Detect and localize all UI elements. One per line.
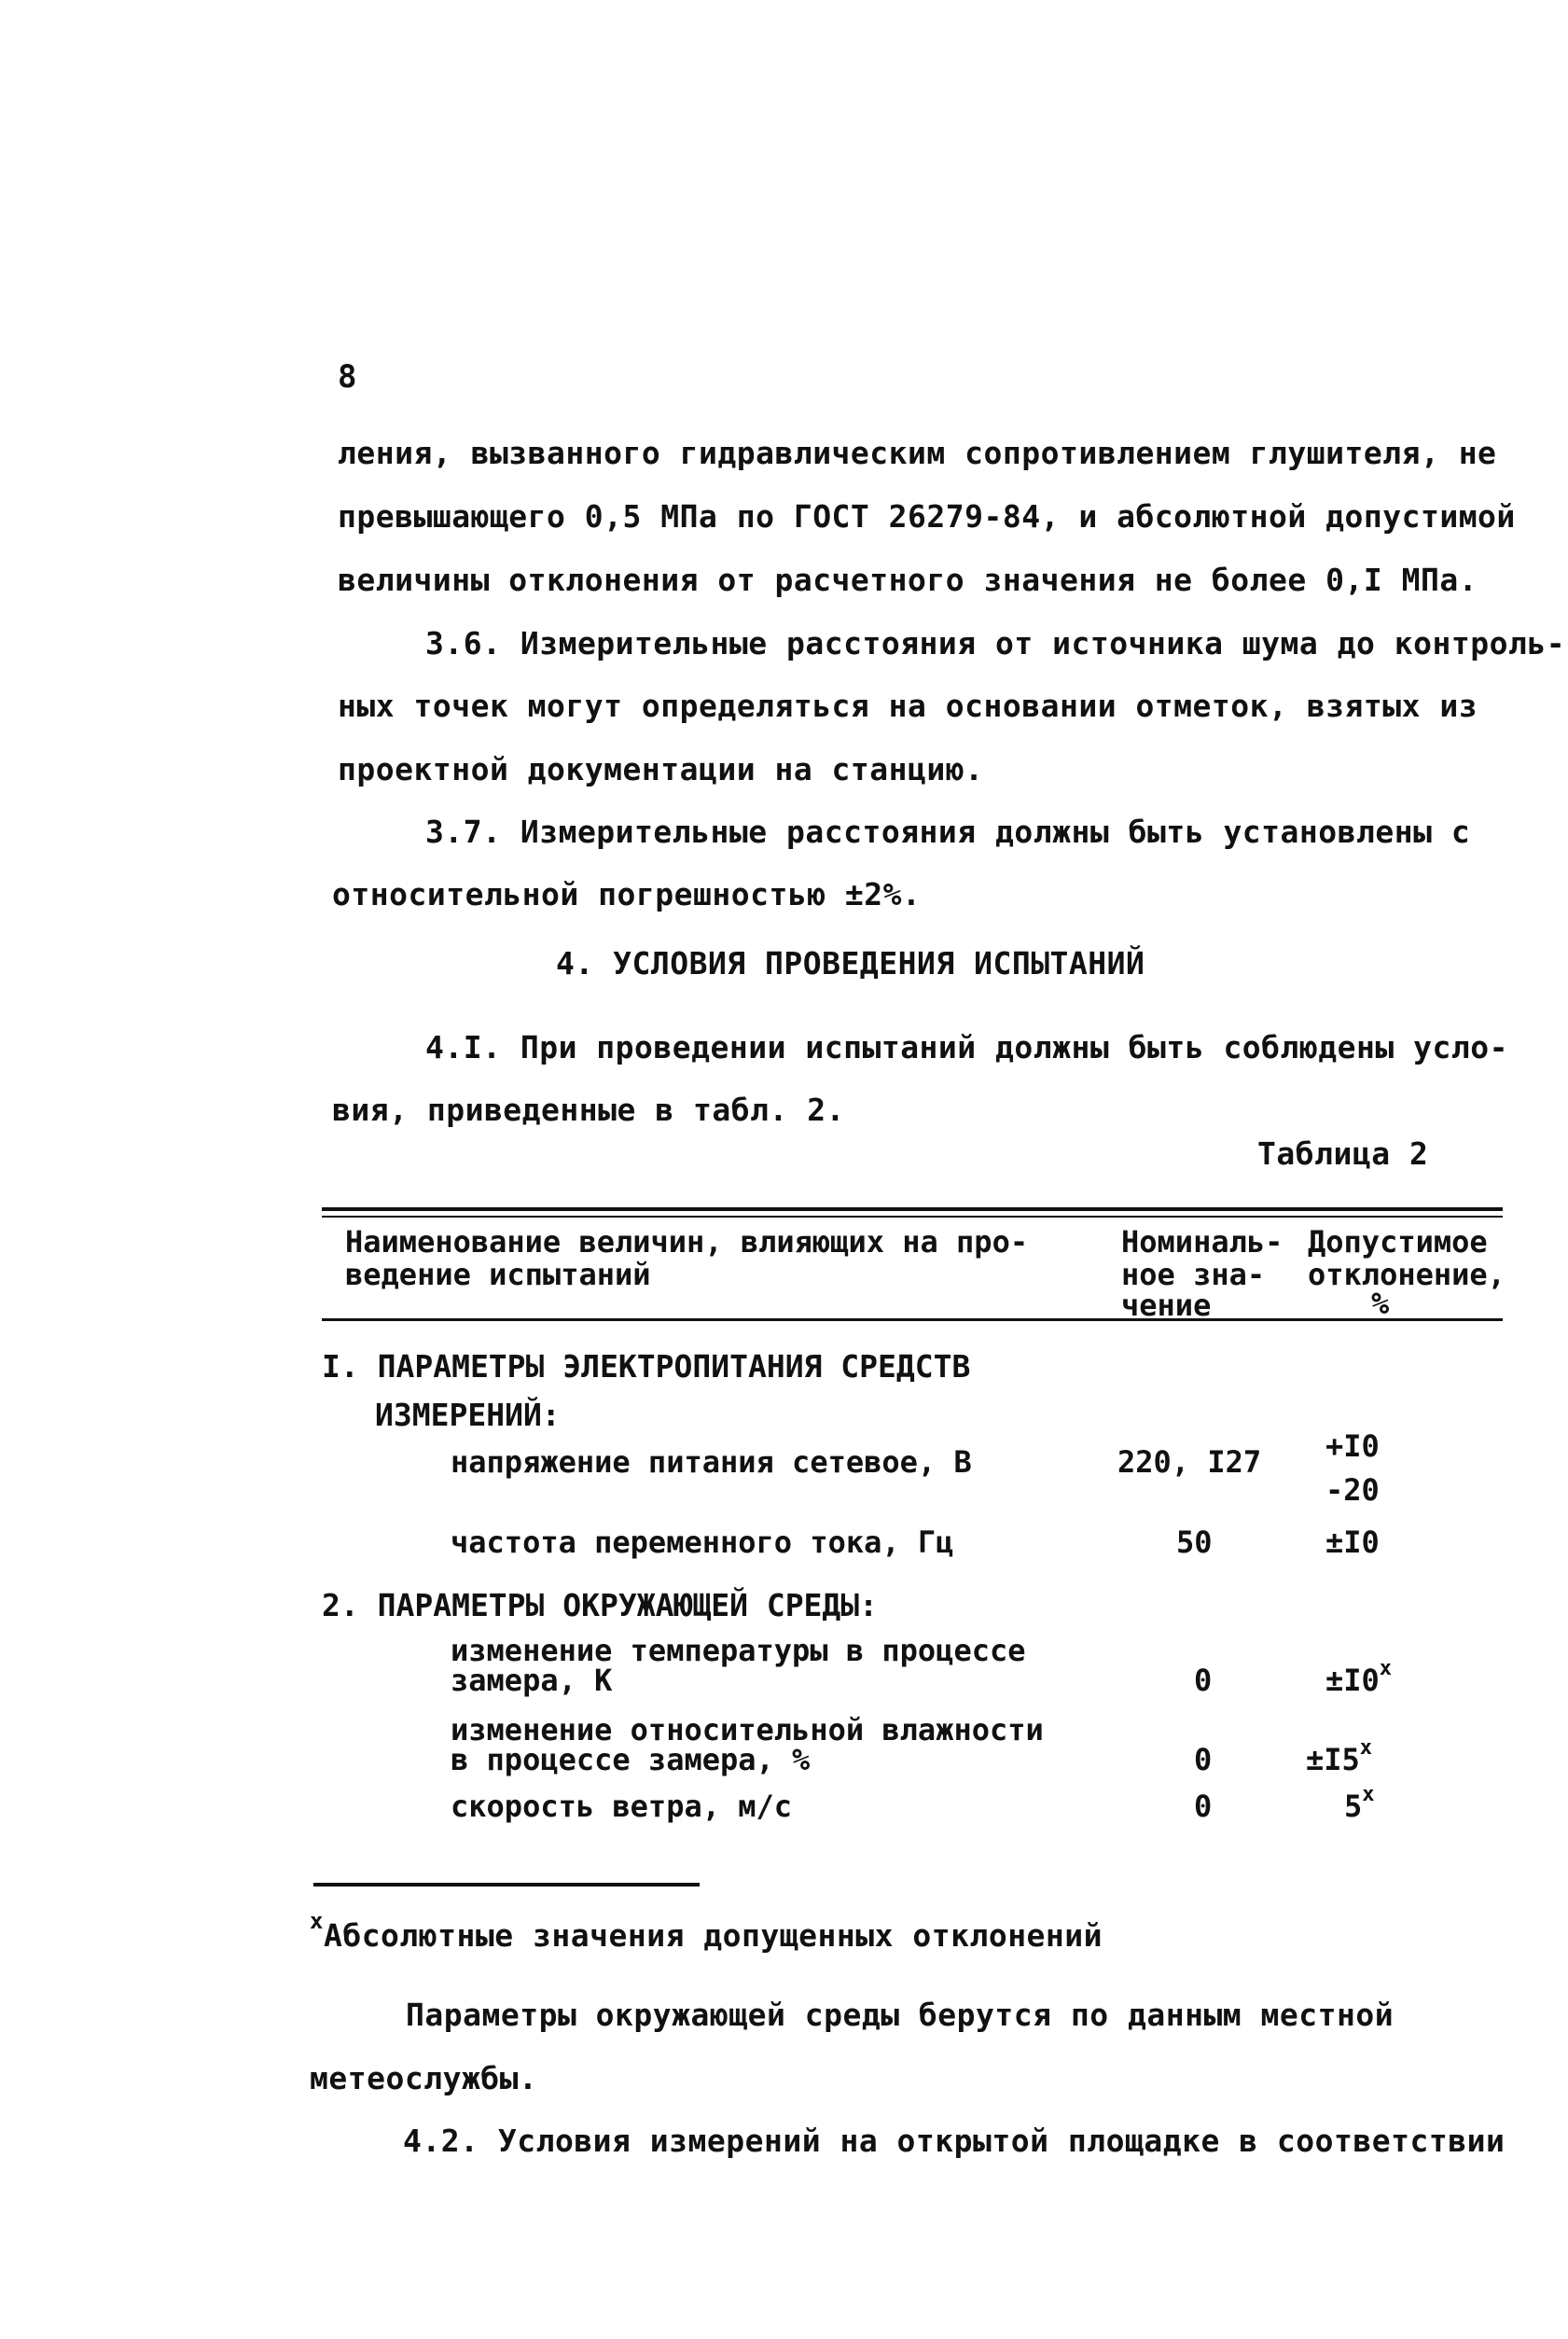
header-nominal-line: ное зна- — [1121, 1257, 1266, 1292]
header-name-line: Наименование величин, влияющих на про- — [345, 1224, 1029, 1260]
paragraph-line: относительной погрешностью ±2%. — [332, 876, 922, 912]
table-row-name: скорость ветра, м/с — [451, 1789, 793, 1824]
table-header-rule — [322, 1318, 1503, 1321]
section-title: 4. УСЛОВИЯ ПРОВЕДЕНИЯ ИСПЫТАНИЙ — [556, 945, 1145, 982]
paragraph-line: вия, приведенные в табл. 2. — [332, 1092, 845, 1128]
paragraph-line: 3.7. Измерительные расстояния должны быть установлены с — [425, 814, 1471, 850]
table-row-nominal: 50 — [1176, 1525, 1213, 1560]
group-title: I. ПАРАМЕТРЫ ЭЛЕКТРОПИТАНИЯ СРЕДСТВ — [322, 1348, 971, 1385]
paragraph-line: Параметры окружающей среды берутся по данным местной — [406, 1997, 1395, 2033]
paragraph-line: 3.6. Измерительные расстояния от источника шума до контроль- — [425, 625, 1566, 661]
table-row-deviation: ±I0 — [1325, 1525, 1380, 1560]
table-row-nominal: 0 — [1194, 1789, 1213, 1824]
deviation-value: ±I0 — [1325, 1663, 1380, 1698]
table-row-nominal: 0 — [1194, 1742, 1213, 1777]
footnote — [310, 1908, 1103, 1954]
paragraph-line: 4.2. Условия измерений на открытой площадке в соответствии — [403, 2123, 1506, 2159]
footnote-text: Абсолютные значения допущенных отклонений — [323, 1917, 1103, 1954]
paragraph-line: метеослужбы. — [310, 2060, 538, 2096]
footnote-mark: х — [1379, 1657, 1393, 1680]
header-deviation-line: % — [1371, 1286, 1390, 1321]
table-row-deviation: +I0 — [1325, 1428, 1380, 1464]
footnote-separator — [313, 1883, 700, 1887]
table-row-name: в процессе замера, % — [451, 1742, 811, 1777]
table-row-nominal: 220, I27 — [1117, 1444, 1262, 1480]
header-deviation-line: отклонение, — [1308, 1257, 1506, 1292]
paragraph-line: величины отклонения от расчетного значения не более 0,I МПа. — [338, 562, 1478, 598]
deviation-value: 5 — [1344, 1789, 1363, 1824]
table-row-name: напряжение питания сетевое, В — [451, 1444, 972, 1480]
table-row-name: частота переменного тока, Гц — [451, 1525, 954, 1560]
paragraph-line: ных точек могут определяться на основании отметок, взятых из — [338, 688, 1478, 724]
footnote-mark: х — [310, 1908, 324, 1934]
table-top-rule — [322, 1207, 1503, 1211]
footnote-mark: х — [1359, 1736, 1373, 1760]
table-row-deviation — [1306, 1736, 1373, 1777]
header-deviation-line: Допустимое — [1308, 1224, 1488, 1260]
paragraph-line: 4.I. При проведении испытаний должны быть соблюдены усло- — [425, 1029, 1508, 1065]
header-nominal-line: чение — [1121, 1288, 1212, 1323]
table-caption: Таблица 2 — [1257, 1135, 1429, 1172]
table-top-rule-thin — [322, 1216, 1503, 1218]
paragraph-line: проектной документации на станцию. — [338, 751, 984, 787]
table-row-deviation: -20 — [1325, 1472, 1380, 1508]
table-row-name: замера, К — [451, 1663, 613, 1698]
paragraph-line: превышающего 0,5 МПа по ГОСТ 26279-84, и абсолютной допустимой — [338, 498, 1516, 535]
page-number: 8 — [338, 358, 357, 396]
table-row-nominal: 0 — [1194, 1663, 1213, 1698]
table-row-name: изменение относительной влажности — [451, 1712, 1044, 1747]
header-name-line: ведение испытаний — [345, 1257, 651, 1292]
group-title: ИЗМЕРЕНИЙ: — [375, 1397, 561, 1433]
deviation-value: ±I5 — [1306, 1742, 1360, 1777]
group-title: 2. ПАРАМЕТРЫ ОКРУЖАЮЩЕЙ СРЕДЫ: — [322, 1587, 879, 1623]
paragraph-line: ления, вызванного гидравлическим сопротивлением глушителя, не — [338, 435, 1497, 471]
header-nominal-line: Номиналь- — [1121, 1224, 1284, 1260]
table-row-deviation — [1325, 1657, 1393, 1698]
table-row-deviation — [1344, 1783, 1375, 1824]
table-row-name: изменение температуры в процессе — [451, 1633, 1026, 1668]
footnote-mark: х — [1362, 1783, 1375, 1806]
